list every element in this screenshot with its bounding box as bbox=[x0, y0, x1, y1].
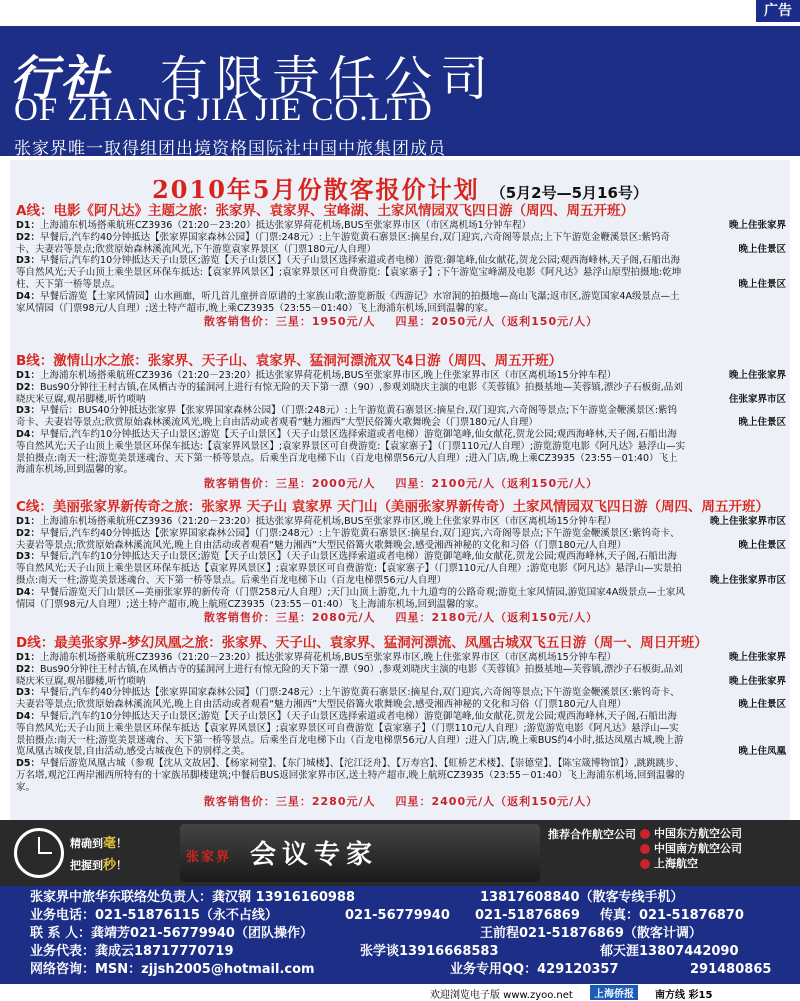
day-stay: 晚上住张家界 bbox=[728, 652, 786, 663]
route-head: B线：激情山水之旅：张家界、天子山、袁家界、猛洞河漂流双飞4日游（周四、周五开班） bbox=[16, 353, 563, 369]
day-row bbox=[16, 220, 786, 232]
day-stay: 晚上住景区 bbox=[738, 417, 786, 429]
top-strip bbox=[0, 0, 800, 26]
day-stay: 晚上住张家界 bbox=[728, 675, 786, 687]
route-c bbox=[16, 498, 786, 625]
price-three-star: 散客销售价：三星：2000元/人 bbox=[203, 477, 376, 491]
price-four-star: 四星：2400元/人（返利150元/人） bbox=[395, 794, 599, 808]
day-row bbox=[16, 516, 786, 528]
slogan-precision bbox=[70, 832, 127, 851]
route-price bbox=[16, 610, 786, 625]
day-row bbox=[16, 255, 786, 290]
day-row bbox=[16, 687, 786, 711]
day-row bbox=[16, 370, 786, 382]
day-label: D4： bbox=[16, 710, 40, 722]
day-row bbox=[16, 429, 786, 476]
route-b bbox=[16, 352, 786, 491]
price-plan-panel bbox=[10, 160, 790, 820]
contact-row bbox=[30, 944, 739, 960]
slogan-pre: 把握到 bbox=[70, 859, 103, 872]
plan-date-range: （5月2号—5月16号） bbox=[490, 184, 648, 202]
day-row bbox=[16, 652, 786, 664]
day-stay: 晚上住景区 bbox=[738, 539, 786, 551]
plan-title-row bbox=[10, 170, 790, 205]
day-row bbox=[16, 664, 786, 688]
price-three-star: 散客销售价：三星：2280元/人 bbox=[203, 794, 376, 808]
conference-title: 会议专家 bbox=[250, 840, 379, 870]
footer-welcome: 欢迎浏览电子版 www.zyoo.net bbox=[430, 990, 573, 1001]
day-text: 早餐后,汽车约40分钟抵达【张家界国家森林公园】（门票:248元）:上午游览黄石寨景区:摘星台,双门迎宾,六奇阁等景点;上下午游览金鞭溪景区:紫钨奇卡、夫妻岩等景点;欣赏原始森林溪流风光,下午游览袁家界景区（门票180元/人自理） bbox=[16, 231, 671, 255]
day-label: D1： bbox=[16, 220, 40, 231]
company-header bbox=[0, 26, 800, 159]
day-label: D1： bbox=[16, 652, 40, 663]
company-name-en: OF ZHANG JIA JIE CO.LTD bbox=[14, 92, 433, 128]
route-d bbox=[16, 634, 786, 809]
partner-airlines-title: 推荐合作航空公司 bbox=[548, 828, 636, 841]
day-text: 上海浦东机场搭乘航班CZ3936（21:20－23:20）抵达张家界荷花机场,BUS至张家界市区,晚上住张家界市区（市区离机场15分钟车程） bbox=[40, 652, 617, 663]
day-text: Bus90分钟往王村古镇,在凤栖古寺的猛洞河上进行有惊无险的天下第一漂（90）,参观刘晓庆主演的电影《芙蓉镇》拍摄基地—芙蓉镇,漂沙子石板街,品刘晓庆米豆腐,观吊脚楼,听竹唢呐 bbox=[16, 381, 683, 405]
price-four-star: 四星：2100元/人（返利150元/人） bbox=[395, 477, 599, 491]
airline-list bbox=[640, 826, 790, 871]
day-label: D4： bbox=[16, 428, 40, 440]
airline-item bbox=[640, 841, 790, 856]
route-price bbox=[16, 476, 786, 491]
price-four-star: 四星：2050元/人（返利150元/人） bbox=[395, 315, 599, 329]
slogan-word: 毫 bbox=[103, 836, 117, 851]
price-three-star: 散客销售价：三星：1950元/人 bbox=[203, 315, 376, 329]
day-text: 上海浦东机场搭乘航班CZ3936（21:20－23:20）抵达张家界荷花机场,BUS至张家界市区（市区离机场1分钟车程） bbox=[40, 220, 532, 231]
day-text: Bus90分钟往王村古镇,在凤栖古寺的猛洞河上进行有惊无险的天下第一漂（90）,参观刘晓庆主演的电影《芙蓉镇》拍摄基地—芙蓉镇,漂沙子石板街,品刘晓庆米豆腐,观吊脚楼,听竹唢呐 bbox=[16, 663, 683, 687]
route-head: A线：电影《阿凡达》主题之旅：张家界、袁家界、宝峰湖、土家风情园双飞四日游（周四、周五开班） bbox=[16, 203, 634, 219]
day-text: 早餐后,汽车约10分钟抵达天子山景区;游览【天子山景区】（天子山景区选择索道或者电梯）游览:御笔峰,仙女献花,贺龙公园;观西海峰林,天子阁,石船出海等自然风光;天子山顶上乘坐景区环保车抵达:【袁家界风景区】;袁家界景区可自费游览:【袁家寨子】;下午游览宝峰湖及电影《阿凡达》悬浮山原型拍摄地:乾坤柱、天下第一桥等景点。 bbox=[16, 255, 682, 290]
contact-team: 联 系 人：龚靖芳021-56779940（团队操作） bbox=[30, 926, 313, 941]
contact-panel bbox=[0, 886, 800, 984]
day-text: 早餐后,汽车约10分钟抵达天子山景区;游览【天子山景区】（天子山景区选择索道或者电梯）游览御笔峰,仙女献花,贺龙公园;观西海峰林,天子阁,石船出海等自然风光;天子山顶上乘坐景区环保车抵达【袁家界风景区】;袁家界景区可自费游览【袁家寨子】（门票110元/人自理）;游览游览电影《阿凡达》悬浮山—实景拍摄点:南天一柱;游览美景迷魂台、天下第一桥等景点。后乘坐百龙电梯下山（百龙电梯票56元/人自理）;进入门店,晚上乘BUS约4小时,抵达凤凰古城,晚上游览凤凰古城夜景,自由活动,感受古城夜色下的别样之美。 bbox=[16, 710, 684, 758]
day-row bbox=[16, 232, 786, 256]
day-row bbox=[16, 551, 786, 586]
contact-qq: 业务专用QQ：429120357 bbox=[450, 962, 619, 977]
day-text: 早餐后,汽车约10分钟抵达天子山景区;游览【天子山景区】（天子山景区选择索道或者电梯）游览御笔峰,仙女献花,贺龙公园;观西海峰林,天子阁,石船出海等自然风光;天子山顶上乘坐景区环保车抵达:【袁家界风景区】;袁家界景区可自费游览:【袁家寨子】（门票110元/人自理）;游览游览电影《阿凡达》悬浮山—实景拍摄点:南天一柱;游览美景迷魂台、天下第一桥等景点。后乘坐百龙电梯下山（百龙电梯票56元/人自理）;进入门店,晚上乘CZ3935（23:55－01:40）飞上海浦东机场,回到温馨的家。 bbox=[16, 428, 686, 476]
airline-name: 上海航空 bbox=[654, 857, 698, 870]
day-text: 早餐后：BUS40分钟抵达张家界【张家界国家森林公园】（门票:248元）:上午游览黄石寨景区:摘星台,双门迎宾,六奇阁等景点;下午游览金鞭溪景区:紫钨奇卡、夫妻岩等景点;欣赏原始森林溪流风光,晚上自由活动或者观看“魅力湘西”大型民俗篝火歌舞晚会（门票180元/人自理） bbox=[16, 405, 678, 429]
day-text: 早餐后游览天门山景区—美丽张家界的新传奇（门票258元/人自理）;天门山顶上游览,九十九道弯的公路奇观;游览土家风情园,游览国家4A级景点—土家风情园（门票98元/人自理）;送土特产超市,晚上航班CZ3935（23:55－01:40）飞上海浦东机场,回到温馨的家。 bbox=[16, 586, 685, 610]
day-label: D2： bbox=[16, 663, 40, 675]
day-text: 早餐后,汽车约10分钟抵达天子山景区;游览【天子山景区】（天子山景区选择索道或者电梯）游览御笔峰,仙女献花,贺龙公园;观西海峰林,天子阁,石船出海等自然风光;天子山顶上乘坐景区环保车抵达【袁家界风景区】;袁家界景区可自费游览:【袁家寨子】（门票110元/人自理）;游览电影《阿凡达》悬浮山—实景拍摄点:南天一柱;游览美景迷魂台、天下第一桥等景点。后乘坐百龙电梯下山（百龙电梯票56元/人自理） bbox=[16, 551, 682, 586]
contact-manager: 张家界中旅华东联络处负责人：龚汉钢 13916160988 bbox=[30, 890, 356, 905]
clock-icon bbox=[14, 828, 64, 878]
day-stay: 晚上住张家界 bbox=[728, 370, 786, 381]
contact-fit: 王前程021-51876869（散客计调） bbox=[480, 926, 702, 941]
day-label: D3： bbox=[16, 255, 40, 267]
contact-row bbox=[30, 908, 744, 924]
contact-phone-3: 021-51876869 bbox=[475, 908, 580, 923]
airline-logo-icon bbox=[640, 829, 650, 839]
day-stay: 晚上住张家界 bbox=[728, 220, 786, 231]
airline-name: 中国东方航空公司 bbox=[654, 827, 742, 840]
day-label: D3： bbox=[16, 405, 40, 417]
day-label: D3： bbox=[16, 687, 40, 699]
company-name-cn: 有限责任公司 bbox=[160, 51, 497, 107]
day-text: 上海浦东机场搭乘航班CZ3936（21:20－23:20）抵达张家界荷花机场,BUS至张家界市区,晚上住张家界市区（市区离机场15分钟车程） bbox=[40, 516, 617, 527]
day-stay: 晚上住景区 bbox=[738, 278, 786, 290]
company-tagline: 张家界唯一取得组团出境资格国际社中国中旅集团成员 bbox=[14, 139, 446, 159]
footer-brand: 上海侨报 bbox=[590, 985, 638, 1000]
route-head: C线：美丽张家界新传奇之旅：张家界 天子山 袁家界 天门山（美丽张家界新传奇）土家风情园双飞四日游（周四、周五开班） bbox=[16, 499, 770, 515]
contact-msn: 网络咨询：MSN：zjjsh2005@hotmail.com bbox=[30, 962, 315, 977]
day-row bbox=[16, 587, 786, 611]
contact-rep-2: 张学谈13916668583 bbox=[360, 944, 499, 959]
airline-logo-icon bbox=[640, 859, 650, 869]
slogan-pre: 精确到 bbox=[70, 837, 103, 850]
day-label: D4： bbox=[16, 290, 40, 302]
plan-title: 2010年5月份散客报价计划 bbox=[152, 175, 480, 204]
price-three-star: 散客销售价：三星：2080元/人 bbox=[203, 611, 376, 625]
conference-brand: 张家界 bbox=[186, 850, 232, 865]
route-a bbox=[16, 202, 786, 329]
slogan-timing bbox=[70, 854, 127, 873]
day-label: D5： bbox=[16, 758, 40, 770]
day-text: 早餐后,汽车约40分钟抵达【张家界国家森林公园】（门票:248元）:上午游览黄石寨景区:摘星台,双门迎宾,六奇阁等景点;下午游览金鞭溪景区:紫钨奇卡、夫妻岩等景点;欣赏原始森林溪流风光,晚上自由活动或者观看“魅力湘西”大型民俗篝火歌舞晚会,感受湘西神秘的文化和习俗（门票180元/人自理） bbox=[16, 687, 680, 711]
ad-tag: 广告 bbox=[756, 0, 800, 22]
contact-fax: 传真：021-51876870 bbox=[600, 908, 744, 923]
slogan-word: 秒 bbox=[103, 858, 117, 873]
airline-item bbox=[640, 856, 790, 871]
airline-logo-icon bbox=[640, 844, 650, 854]
day-text: 上海浦东机场搭乘航班CZ3936（21:20－23:20）抵达张家界荷花机场,BUS至张家界市区,晚上住张家界市区（市区离机场15分钟车程） bbox=[40, 370, 617, 381]
contact-row bbox=[30, 962, 772, 978]
day-stay: 晚上住张家界市区 bbox=[709, 574, 786, 586]
route-price bbox=[16, 314, 786, 329]
day-text: 早餐后,汽车约40分钟抵达【张家界国家森林公园】（门票:248元）:上午游览黄石寨景区:摘星台,双门迎宾,六奇阁等景点;下午游览金鞭溪景区:紫钨奇卡、夫妻岩等景点;欣赏原始森林溪流风光,晚上自由活动或者观看“魅力湘西”大型民俗篝火歌舞晚会,感受湘西神秘的文化和习俗（门票180元/人自理） bbox=[16, 527, 680, 551]
day-label: D2： bbox=[16, 527, 40, 539]
day-stay: 晚上住景区 bbox=[738, 243, 786, 255]
airline-item bbox=[640, 826, 790, 841]
day-stay: 晚上住景区 bbox=[738, 699, 786, 711]
day-row bbox=[16, 382, 786, 406]
page-footer bbox=[0, 984, 800, 1000]
contact-qq-2: 291480865 bbox=[690, 962, 772, 977]
contact-row bbox=[30, 890, 684, 906]
day-stay: 晚上住张家界市区 bbox=[709, 516, 786, 527]
price-four-star: 四星：2180元/人（返利150元/人） bbox=[395, 611, 599, 625]
contact-hotline: 13817608840（散客专线手机） bbox=[480, 890, 684, 905]
slogan-post: ！ bbox=[116, 837, 128, 850]
contact-phone-2: 021-56779940 bbox=[345, 908, 450, 923]
day-stay: 晚上住凤凰 bbox=[738, 746, 786, 758]
day-text: 早餐后游览凤凰古城（参观【沈从文故居】、【杨家祠堂】、【东门城楼】、【沱江泛舟】、【万寿宫】、【虹桥艺术楼】、【崇德堂】、【陈宝箴博物馆】）,跳跳跳步、万名塔,观沱江两岸湘西所特有的十家族吊脚楼建筑;中餐后BUS返回张家界市区,送土特产超市,晚上航班CZ3935（23:55－01:40）飞上海浦东机场,回到温馨的家。 bbox=[16, 758, 685, 793]
day-row bbox=[16, 405, 786, 429]
day-row bbox=[16, 758, 786, 793]
slogan-post: ！ bbox=[116, 859, 128, 872]
day-text: 早餐后游览【土家风情园】山水画廊，听几首儿童拼音原谱的土家族山歌;游览新版《西游记》水帘洞的拍摄地—高山飞瀑;返市区,游览国家4A级景点—土家风情园（门票98元/人自理）;送土特产超市,晚上乘CZ3935（23:55－01:40）飞上海浦东机场,回到温馨的家。 bbox=[16, 290, 680, 314]
contact-phone: 业务电话：021-51876115（永不占线） bbox=[30, 908, 278, 923]
contact-rep-3: 郁天涯13807442090 bbox=[600, 944, 739, 959]
day-row bbox=[16, 291, 786, 315]
footer-section: 南方线 彩15 bbox=[655, 990, 713, 1001]
day-row bbox=[16, 528, 786, 552]
route-head: D线：最美张家界-梦幻凤凰之旅：张家界、天子山、袁家界、猛洞河漂流、凤凰古城双飞五日游（周一、周日开班） bbox=[16, 635, 708, 651]
day-label: D2： bbox=[16, 231, 40, 243]
day-label: D1： bbox=[16, 516, 40, 527]
day-stay: 住张家界市区 bbox=[728, 393, 786, 405]
conference-banner bbox=[0, 820, 800, 886]
day-label: D3： bbox=[16, 551, 40, 563]
contact-rep: 业务代表：龚成云18717770719 bbox=[30, 944, 234, 959]
airline-name: 中国南方航空公司 bbox=[654, 842, 742, 855]
contact-row bbox=[30, 926, 702, 942]
company-logo: 行社 bbox=[10, 51, 111, 107]
day-label: D4： bbox=[16, 586, 40, 598]
day-label: D2： bbox=[16, 381, 40, 393]
day-row bbox=[16, 711, 786, 758]
route-price bbox=[16, 794, 786, 809]
day-label: D1： bbox=[16, 370, 40, 381]
